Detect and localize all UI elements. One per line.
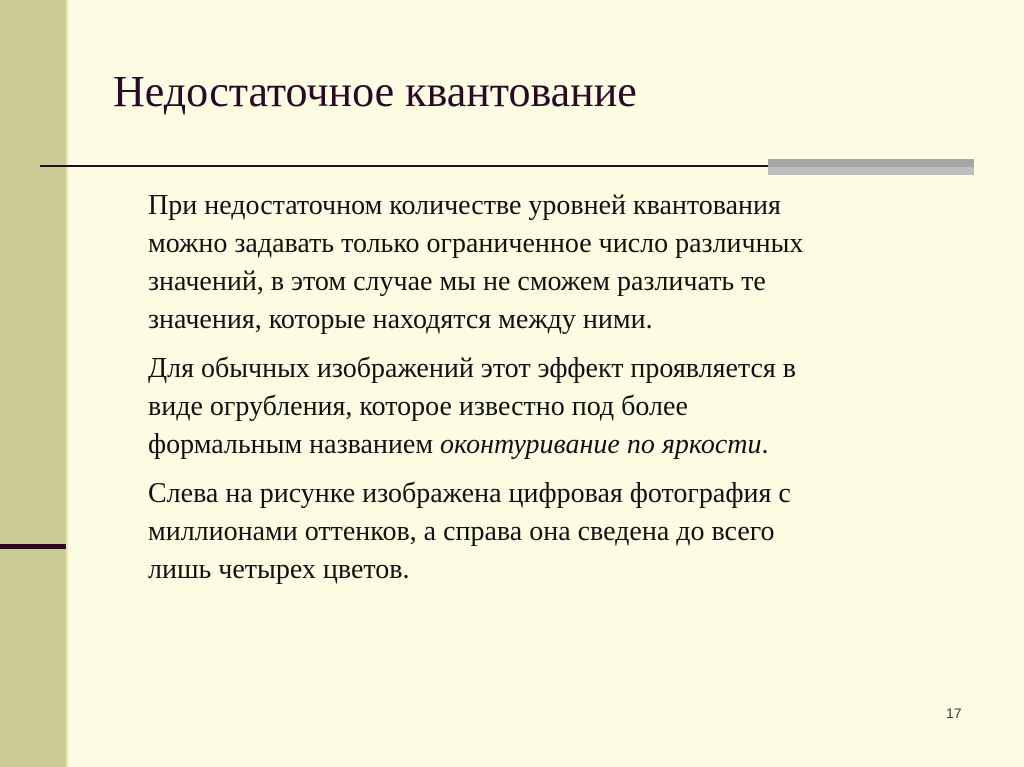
left-decorative-band <box>0 0 66 767</box>
paragraph-line-text: формальным названием <box>148 429 441 460</box>
paragraph-line-punctuation: . <box>761 429 769 460</box>
slide-body <box>148 187 968 600</box>
paragraph-line <box>148 426 968 464</box>
paragraph-coarsening-effect <box>148 350 968 464</box>
paragraph-line: миллионами оттенков, а справа она сведена до всего <box>148 516 775 547</box>
paragraph-line: лишь четырех цветов. <box>148 554 410 585</box>
paragraph-line: Слева на рисунке изображена цифровая фотография с <box>148 478 791 509</box>
paragraph-line: значений, в этом случае мы не сможем различать те <box>148 266 766 297</box>
page-number: 17 <box>946 705 962 721</box>
emphasized-term: оконтуривание по яркости <box>440 429 762 460</box>
title-accent-bar-shadow <box>768 167 974 175</box>
paragraph-line: значения, которые находятся между ними. <box>148 304 653 335</box>
left-band-edge <box>66 0 68 767</box>
paragraph-line: виде огрубления, которое известно под более <box>148 391 688 422</box>
title-underline-rule <box>40 165 775 167</box>
paragraph-line: При недостаточном количестве уровней квантования <box>148 190 781 221</box>
left-accent-bar <box>0 544 66 549</box>
paragraph-line: Для обычных изображений этот эффект проявляется в <box>148 353 796 384</box>
paragraph-line: можно задавать только ограниченное число различных <box>148 228 804 259</box>
paragraph-photo-example <box>148 475 968 589</box>
title-accent-bar <box>768 159 974 167</box>
slide-title: Недостаточное квантование <box>113 67 637 116</box>
paragraph-quantization-levels <box>148 187 968 339</box>
